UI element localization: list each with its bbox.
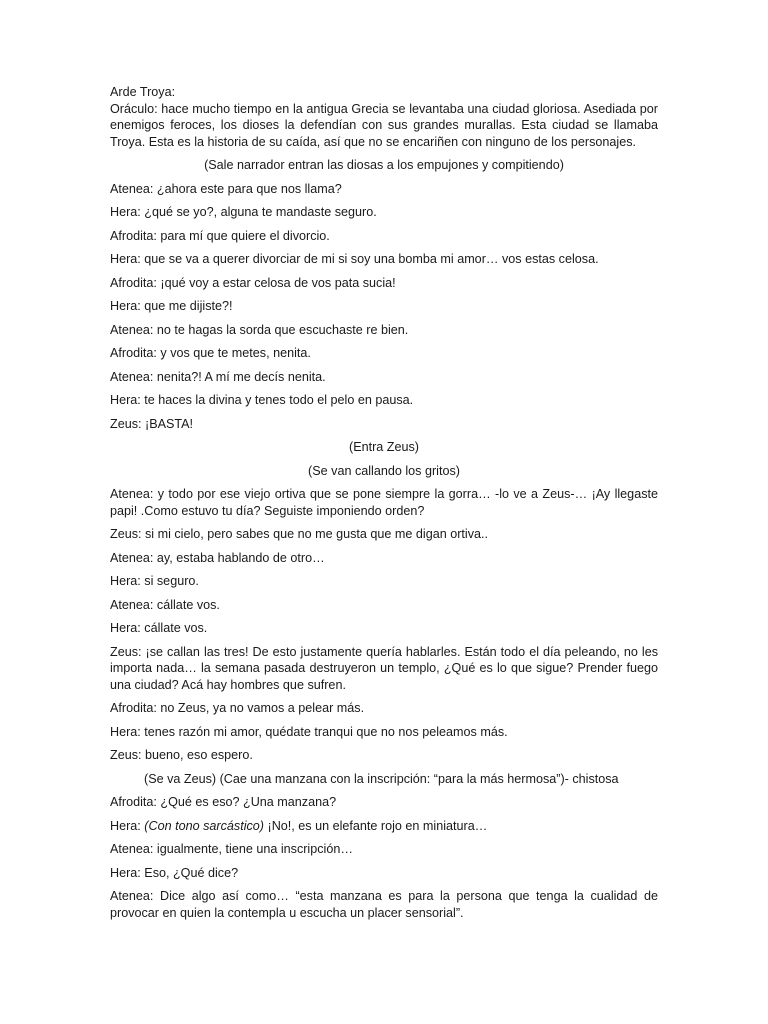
dialogue-line: Hera: tenes razón mi amor, quédate tranqui que no nos peleamos más.: [110, 724, 508, 739]
dialogue-line: Hera: que se va a querer divorciar de mi si soy una bomba mi amor… vos estas celosa.: [110, 252, 599, 266]
dialogue-line: Atenea: ay, estaba hablando de otro…: [110, 550, 325, 565]
dialogue-line: Afrodita: ¿Qué es eso? ¿Una manzana?: [110, 795, 337, 809]
stage-direction: (Sale narrador entran las diosas a los empujones y compitiendo): [204, 158, 564, 172]
stage-aside: (Con tono sarcástico): [144, 818, 264, 833]
dialogue-line: Hera: Eso, ¿Qué dice?: [110, 865, 239, 880]
dialogue-line: Zeus: bueno, eso espero.: [110, 748, 253, 762]
stage-direction: (Entra Zeus): [349, 440, 419, 454]
dialogue-line: Afrodita: ¡qué voy a estar celosa de vos pata sucia!: [110, 275, 396, 290]
dialogue-line: Hera: cállate vos.: [110, 621, 208, 635]
dialogue-line: Atenea: cállate vos.: [110, 597, 220, 612]
dialogue-line: Atenea: no te hagas la sorda que escuchaste re bien.: [110, 322, 409, 337]
dialogue-line: Afrodita: no Zeus, ya no vamos a pelear más.: [110, 701, 365, 715]
dialogue-line: Afrodita: y vos que te metes, nenita.: [110, 346, 311, 360]
stage-direction: (Se van callando los gritos): [308, 463, 460, 478]
dialogue-line: Atenea: ¿ahora este para que nos llama?: [110, 181, 342, 196]
oracle-intro: Oráculo: hace mucho tiempo en la antigua Grecia se levantaba una ciudad gloriosa. Asediada por enemigos feroces, los dioses la defendían con sus grandes murallas. Esta ciudad se llamaba Troya. Esta es la historia de su caída, así que no se encariñen con ninguno de los personajes.: [110, 101, 658, 149]
dialogue-line: Atenea: nenita?! A mí me decís nenita.: [110, 369, 326, 384]
dialogue-line: Hera: ¿qué se yo?, alguna te mandaste seguro.: [110, 205, 377, 219]
document-title: Arde Troya:: [110, 85, 176, 99]
dialogue-line: Hera: que me dijiste?!: [110, 299, 233, 313]
dialogue-line: Atenea: Dice algo así como… “esta manzana es para la persona que tenga la cualidad de provocar en quien la contempla u escucha un placer sensorial”.: [110, 889, 658, 920]
dialogue-line: Hera: te haces la divina y tenes todo el pelo en pausa.: [110, 393, 414, 407]
dialogue-line: Afrodita: para mí que quiere el divorcio.: [110, 228, 330, 243]
dialogue-line: [110, 818, 658, 835]
stage-direction: (Se va Zeus) (Cae una manzana con la inscripción: “para la más hermosa”)- chistosa: [144, 771, 619, 786]
dialogue-line: Atenea: y todo por ese viejo ortiva que se pone siempre la gorra… -lo ve a Zeus-… ¡Ay llegaste papi! .Como estuvo tu día? Seguiste imponiendo orden?: [110, 487, 658, 518]
dialogue-text: ¡No!, es un elefante rojo en miniatura…: [264, 818, 488, 833]
dialogue-line: Zeus: ¡se callan las tres! De esto justamente quería hablarles. Están todo el día peleando, no les importa nada… la semana pasada destruyeron un templo, ¿Qué es lo que sigue? Prender fuego una ciudad? Acá hay hombres que sufren.: [110, 644, 658, 692]
document-page: [110, 84, 658, 921]
dialogue-line: Atenea: igualmente, tiene una inscripción…: [110, 842, 353, 856]
dialogue-line: Zeus: si mi cielo, pero sabes que no me gusta que me digan ortiva..: [110, 527, 489, 541]
speaker-prefix: Hera:: [110, 818, 145, 833]
dialogue-line: Zeus: ¡BASTA!: [110, 416, 194, 431]
dialogue-line: Hera: si seguro.: [110, 574, 199, 588]
